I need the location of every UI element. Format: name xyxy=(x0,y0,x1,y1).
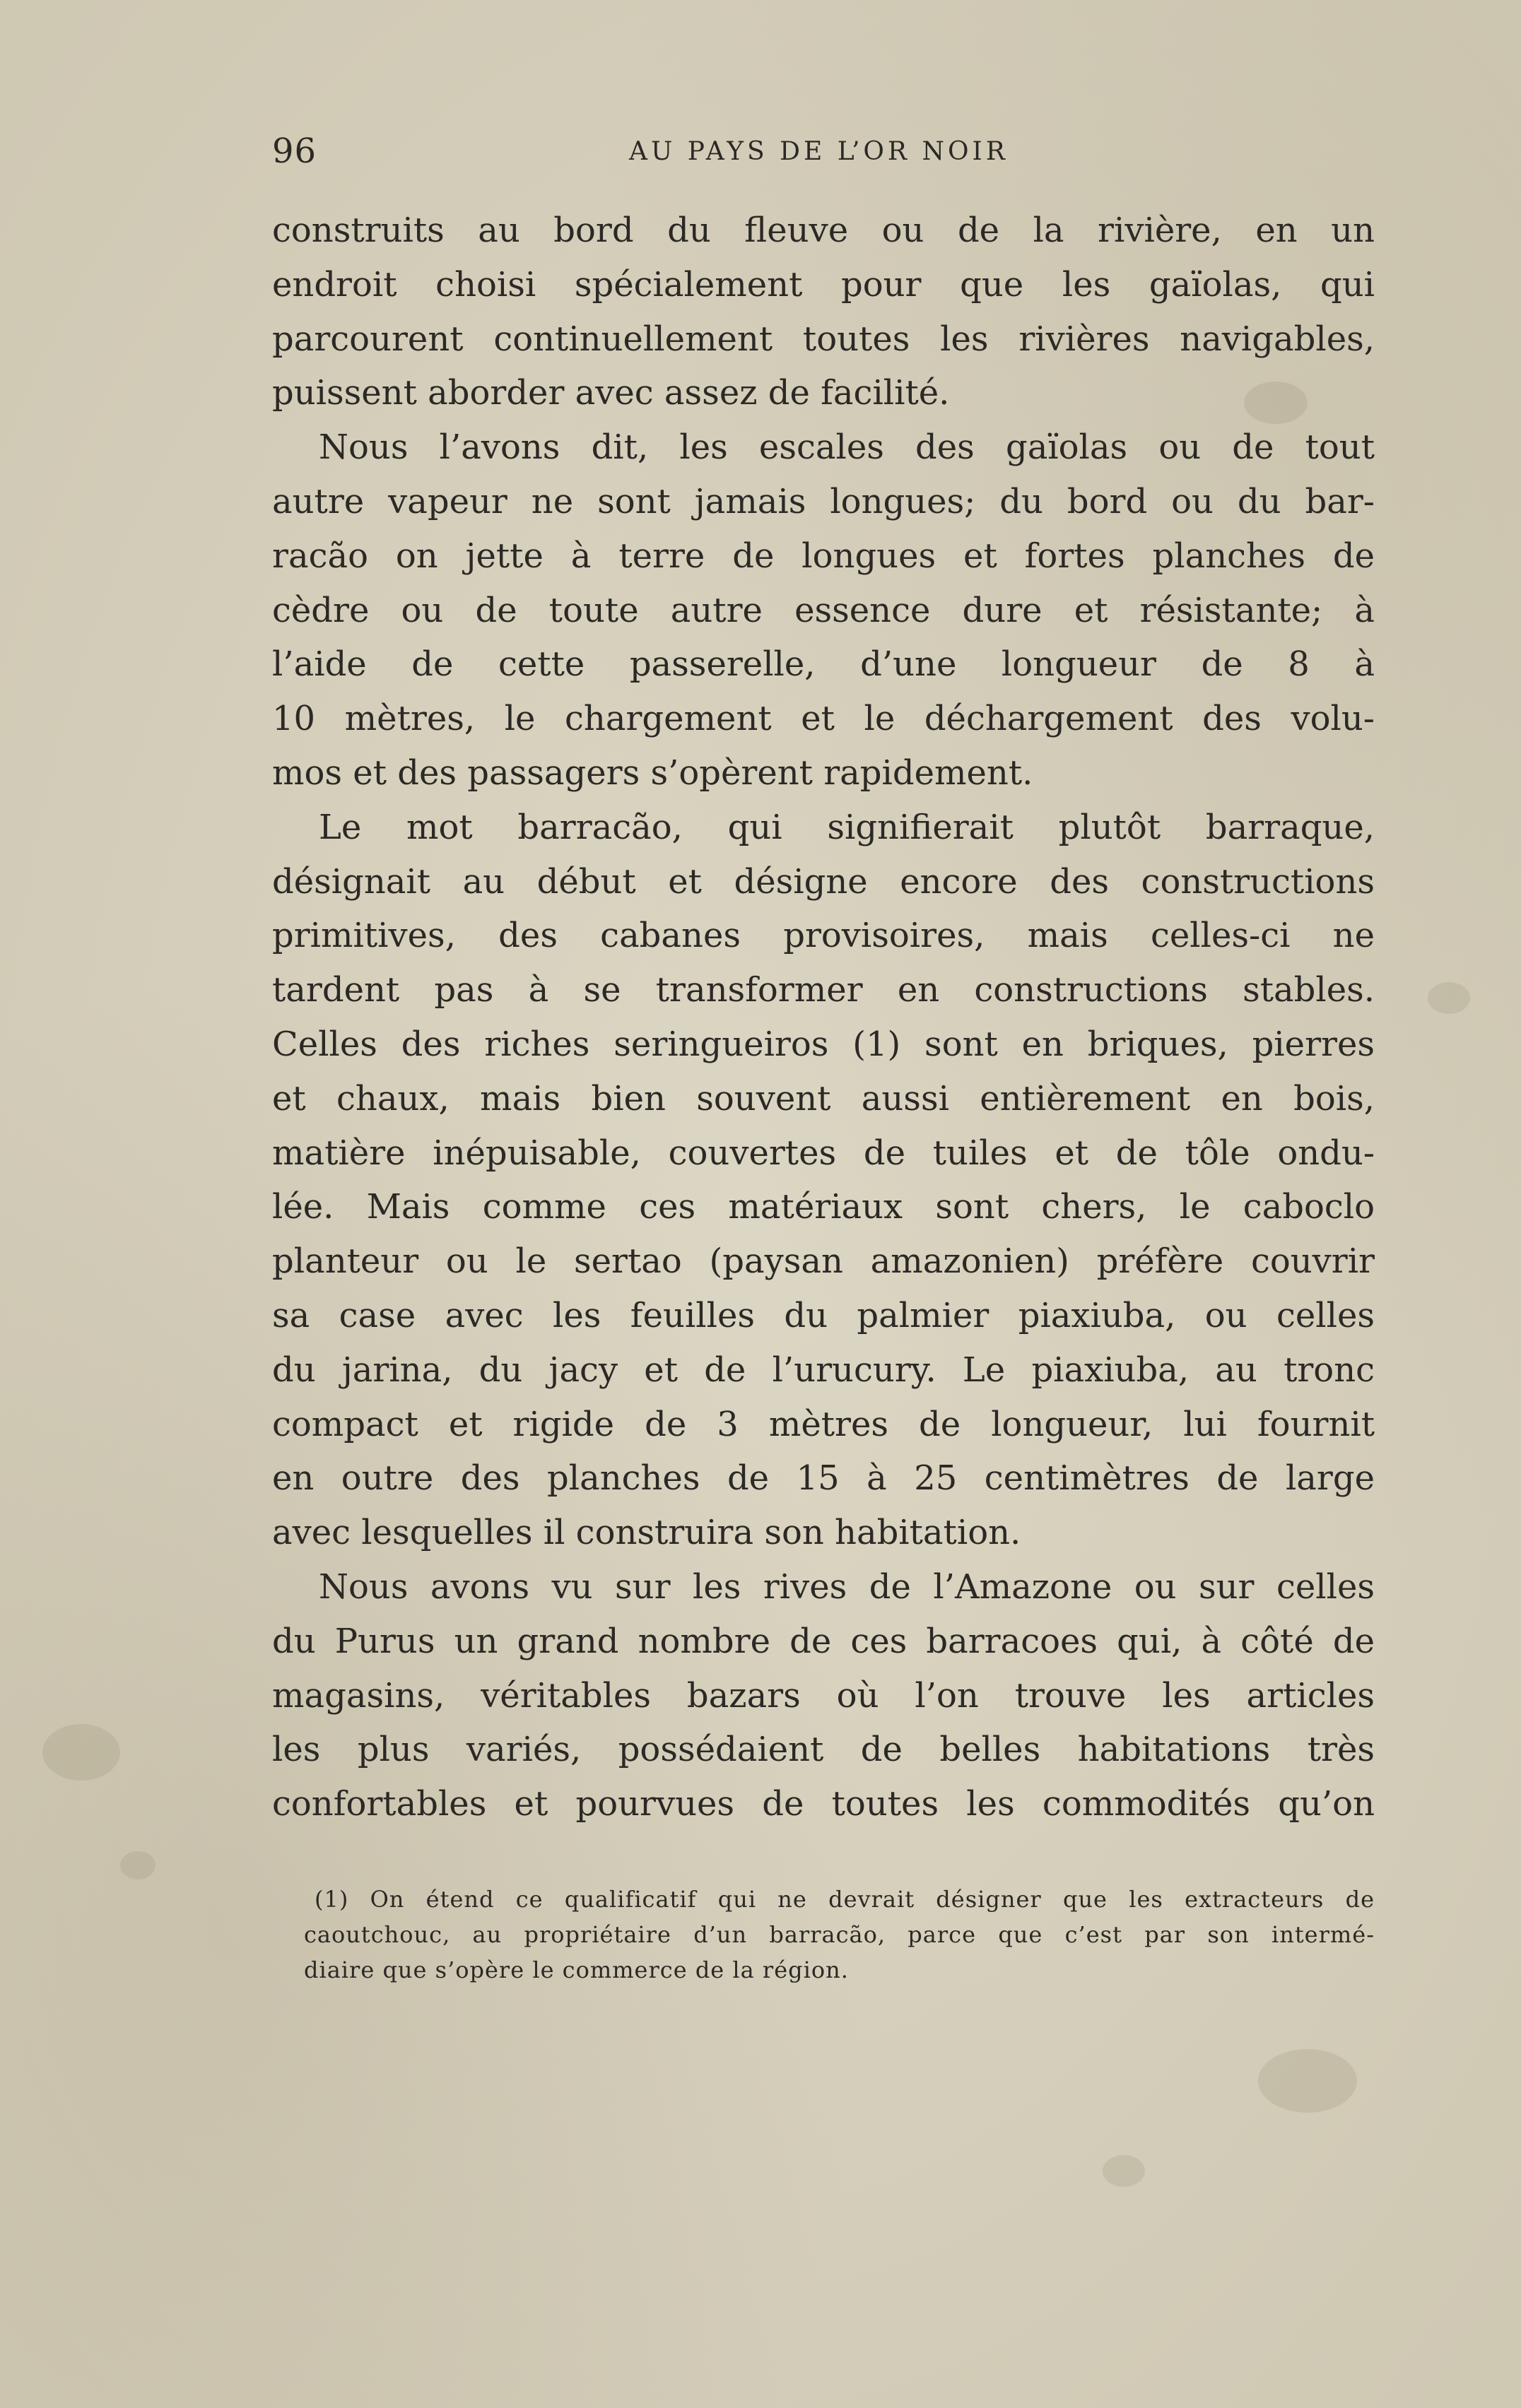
running-title: AU PAYS DE L’OR NOIR xyxy=(629,137,1009,166)
footnote xyxy=(304,1882,1375,1988)
text-line: et chaux, mais bien souvent aussi entièrement en bois, xyxy=(272,1078,1375,1119)
text-line: matière inépuisable, couvertes de tuiles et de tôle ondu- xyxy=(272,1133,1375,1173)
text-line: racão on jette à terre de longues et fortes planches de xyxy=(272,536,1375,576)
text-line: magasins, véritables bazars où l’on trouve les articles xyxy=(272,1675,1375,1716)
paragraph-start-line: Nous avons vu sur les rives de l’Amazone ou sur celles xyxy=(319,1566,1375,1607)
text-line: les plus variés, possédaient de belles habitations très xyxy=(272,1730,1375,1770)
text-line: planteur ou le sertao (paysan amazonien) préfère couvrir xyxy=(272,1241,1375,1282)
text-line: tardent pas à se transformer en constructions stables. xyxy=(272,970,1375,1010)
text-line: endroit choisi spécialement pour que les gaïolas, qui xyxy=(272,264,1375,305)
body-text xyxy=(272,203,1375,1831)
text-line: parcourent continuellement toutes les rivières navigables, xyxy=(272,319,1375,359)
text-line: désignait au début et désigne encore des constructions xyxy=(272,861,1375,902)
text-line: compact et rigide de 3 mètres de longueur, lui fournit xyxy=(272,1404,1375,1444)
text-line: sa case avec les feuilles du palmier piaxiuba, ou celles xyxy=(272,1295,1375,1335)
paragraph-start-line: Le mot barracão, qui signifierait plutôt barraque, xyxy=(319,807,1375,847)
text-line: construits au bord du fleuve ou de la rivière, en un xyxy=(272,211,1375,250)
text-line: l’aide de cette passerelle, d’une longueur de 8 à xyxy=(272,644,1375,685)
paper-stain xyxy=(42,1724,120,1781)
footnote-line: (1) On étend ce qualificatif qui ne devrait désigner que les extracteurs de xyxy=(315,1886,1375,1913)
text-line: lée. Mais comme ces matériaux sont chers, le caboclo xyxy=(272,1187,1375,1227)
footnote-line: diaire que s’opère le commerce de la région. xyxy=(304,1956,849,1983)
text-line: autre vapeur ne sont jamais longues; du bord ou du bar- xyxy=(272,481,1375,521)
text-line: confortables et pourvues de toutes les commodités qu’on xyxy=(272,1784,1375,1824)
text-line: puissent aborder avec assez de facilité. xyxy=(272,373,950,413)
paper-stain xyxy=(1258,2049,1357,2113)
paper-stain xyxy=(1428,982,1470,1014)
footnote-line: caoutchouc, au propriétaire d’un barracão, parce que c’est par son intermé- xyxy=(304,1921,1375,1948)
text-line: Celles des riches seringueiros (1) sont en briques, pierres xyxy=(272,1024,1375,1064)
text-line: primitives, des cabanes provisoires, mais celles-ci ne xyxy=(272,916,1375,956)
text-line: mos et des passagers s’opèrent rapidement. xyxy=(272,752,1033,793)
page-header xyxy=(272,131,1375,174)
text-line: 10 mètres, le chargement et le déchargement des volu- xyxy=(272,699,1375,739)
text-line: cèdre ou de toute autre essence dure et résistante; à xyxy=(272,590,1375,630)
text-line: du jarina, du jacy et de l’urucury. Le piaxiuba, au tronc xyxy=(272,1350,1375,1390)
paper-stain xyxy=(1103,2155,1145,2187)
paragraph-start-line: Nous l’avons dit, les escales des gaïolas ou de tout xyxy=(319,427,1375,468)
text-line: avec lesquelles il construira son habitation. xyxy=(272,1513,1021,1553)
paper-stain xyxy=(120,1851,155,1879)
page-number: 96 xyxy=(272,131,317,171)
text-line: en outre des planches de 15 à 25 centimètres de large xyxy=(272,1458,1375,1499)
text-line: du Purus un grand nombre de ces barracoes qui, à côté de xyxy=(272,1621,1375,1661)
